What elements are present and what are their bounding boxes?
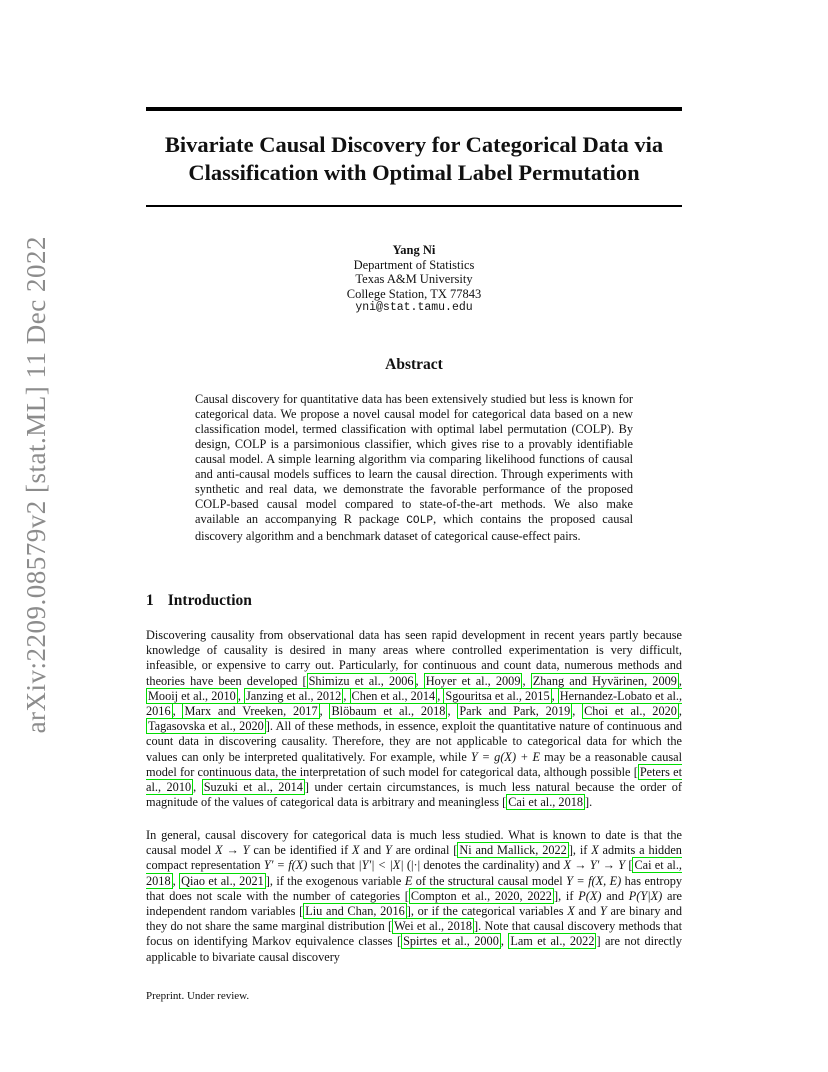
citation-link[interactable]: Peters et al., 2010 — [146, 764, 682, 795]
citation-link[interactable]: Marx and Vreeken, 2017 — [184, 704, 318, 719]
citation-link[interactable]: Lam et al., 2022 — [510, 934, 595, 949]
citation-link[interactable]: Compton et al., 2020, 2022 — [410, 888, 552, 903]
abstract-heading: Abstract — [385, 356, 443, 373]
author-university: Texas A&M University — [355, 272, 473, 287]
citation-link[interactable]: Zhang and Hyvärinen, 2009 — [532, 673, 677, 688]
math-expression: Y′ = f(X) — [263, 858, 308, 873]
math-expression: X — [591, 843, 599, 858]
citation-link[interactable]: Blöbaum et al., 2018 — [331, 704, 446, 719]
math-expression: Y — [599, 904, 607, 919]
citation-link[interactable]: Janzing et al., 2012 — [246, 688, 342, 703]
paper-title — [146, 131, 682, 187]
abstract-text: Causal discovery for quantitative data has been extensively studied but less is known for categorical data. We propose a novel causal model for categorical data based on a new classification model, termed classification with optimal label permutation (COLP). By design, COLP is a parsimonious classifier, which gives rise to a provably identifiable causal model. A simple learning algorithm via comparing likelihood functions of causal and anti-causal models suffices to learn the causal direction. Through experiments with synthetic and real data, we demonstrate the favorable performance of the proposed COLP-based causal model compared to state-of-the-art methods. We also make available an accompanying R package COLP, which contains the proposed causal discovery algorithm and a benchmark dataset of categorical cause-effect pairs. — [195, 392, 634, 543]
title-bottom-rule — [146, 205, 682, 207]
math-expression: Y = f(X, E) — [566, 873, 622, 888]
title-line-1: Bivariate Causal Discovery for Categorical Data via — [164, 132, 664, 157]
citation-link[interactable]: Choi et al., 2020 — [584, 704, 677, 719]
title-line-2: Classification with Optimal Label Permutation — [188, 160, 640, 185]
citation-link[interactable]: Wei et al., 2018 — [394, 919, 473, 934]
math-expression: E — [404, 873, 413, 888]
citation-link[interactable]: Liu and Chan, 2016 — [305, 904, 405, 919]
citation-link[interactable]: Sgouritsa et al., 2015 — [445, 688, 550, 703]
arxiv-identifier — [12, 236, 60, 734]
citation-link[interactable]: Hoyer et al., 2009 — [425, 673, 521, 688]
citation-link[interactable]: Tagasovska et al., 2020 — [148, 719, 264, 734]
citation-link[interactable]: Mooij et al., 2010 — [148, 688, 236, 703]
author-name: Yang Ni — [392, 243, 436, 257]
math-expression: X — [352, 843, 360, 858]
math-expression: P(X) — [578, 888, 602, 903]
arxiv-stamp-text: arXiv:2209.08579v2 [stat.ML] 11 Dec 2022 — [20, 236, 51, 734]
section-heading — [146, 592, 252, 610]
math-expression: Y — [385, 843, 392, 858]
citation-link[interactable]: Ni and Mallick, 2022 — [459, 843, 567, 858]
citation-link[interactable]: Chen et al., 2014 — [351, 688, 436, 703]
author-email[interactable]: yni@stat.tamu.edu — [355, 301, 473, 315]
math-expression: X → Y — [215, 843, 250, 858]
citation-link[interactable]: Qiao et al., 2021 — [181, 873, 264, 888]
math-expression: |Y′| < |X| — [358, 858, 404, 873]
citation-link[interactable]: Suzuki et al., 2014 — [203, 780, 303, 795]
math-expression: Y = g(X) + E — [470, 749, 541, 764]
citation-link[interactable]: Cai et al., 2018 — [146, 858, 682, 888]
author-location: College Station, TX 77843 — [346, 286, 482, 301]
section-number: 1 — [146, 592, 154, 609]
citation-link[interactable]: Cai et al., 2018 — [508, 795, 584, 810]
section-title: Introduction — [167, 592, 252, 609]
citation-link[interactable]: Park and Park, 2019 — [459, 704, 571, 719]
citation-link[interactable]: Spirtes et al., 2000 — [403, 934, 499, 949]
package-name: COLP — [406, 515, 434, 527]
intro-paragraph-2: In general, causal discovery for categorical data is much less studied. What is known to date is that the causal model X → Y can be identified if X and Y are ordinal [ Ni and Mallick, 2022 ], if X admits a hidden compact representation Y′ = f(X) such that |Y′| < |X| (|·| denotes the cardinality) and X → Y′ → Y [ Cai et al., 2018 , Qiao et al., 2021 ], if the exogenous variable E of the structural causal model Y = f(X, E) has entropy that does not scale with the number of categories [ Compton et al., 2020, 2022 ], if P(X) and P(Y|X) are independent random variables [ Liu and Chan, 2016 ], or if the categorical variables X and Y are binary and they do not share the same marginal distribution [ Wei et al., 2018 ]. Note that causal discovery methods that focus on identifying Markov equivalence classes [ Spirtes et al., 2000 , Lam et al., 2022 ] are not directly applicable to bivariate causal discovery — [146, 828, 683, 964]
author-block — [146, 243, 682, 316]
title-top-rule — [146, 107, 682, 111]
math-expression: X → Y′ → Y — [563, 858, 626, 873]
citation-link[interactable]: Hernandez-Lobato et al., 2016 — [146, 688, 683, 719]
intro-paragraph-1: Discovering causality from observational data has seen rapid development in recent years partly because knowledge of causality is desired in many areas where controlled experimentation is very difficult, infeasible, or expensive to carry out. Particularly, for continuous and count data, numerous methods and theories have been developed [ Shimizu et al., 2006 , Hoyer et al., 2009 , Zhang and Hyvärinen, 2009 , Mooij et al., 2010 , Janzing et al., 2012 , Chen et al., 2014 , Sgouritsa et al., 2015 , Hernandez-Lobato et al., 2016 , Marx and Vreeken, 2017 , Blöbaum et al., 2018 , Park and Park, 2019 , Choi et al., 2020 , Tagasovska et al., 2020 ]. All of these methods, in essence, exploit the quantitative nature of continuous and count data in discovering causality. Therefore, they are not applicable to categorical data for which the values can only be interpreted qualitatively. For example, while Y = g(X) + E may be a reasonable causal model for continuous data, the interpretation of such model for categorical data, although possible [ Peters et al., 2010 , Suzuki et al., 2014 ] under certain circumstances, is much less natural because the order of magnitude of the values of categorical data is arbitrary and meaningless [ Cai et al., 2018 ]. — [146, 628, 683, 810]
math-expression: P(Y|X) — [628, 888, 663, 903]
page-footer: Preprint. Under review. — [146, 990, 250, 1002]
citation-link[interactable]: Shimizu et al., 2006 — [308, 673, 414, 688]
author-department: Department of Statistics — [353, 257, 475, 272]
math-expression: X — [567, 904, 575, 919]
